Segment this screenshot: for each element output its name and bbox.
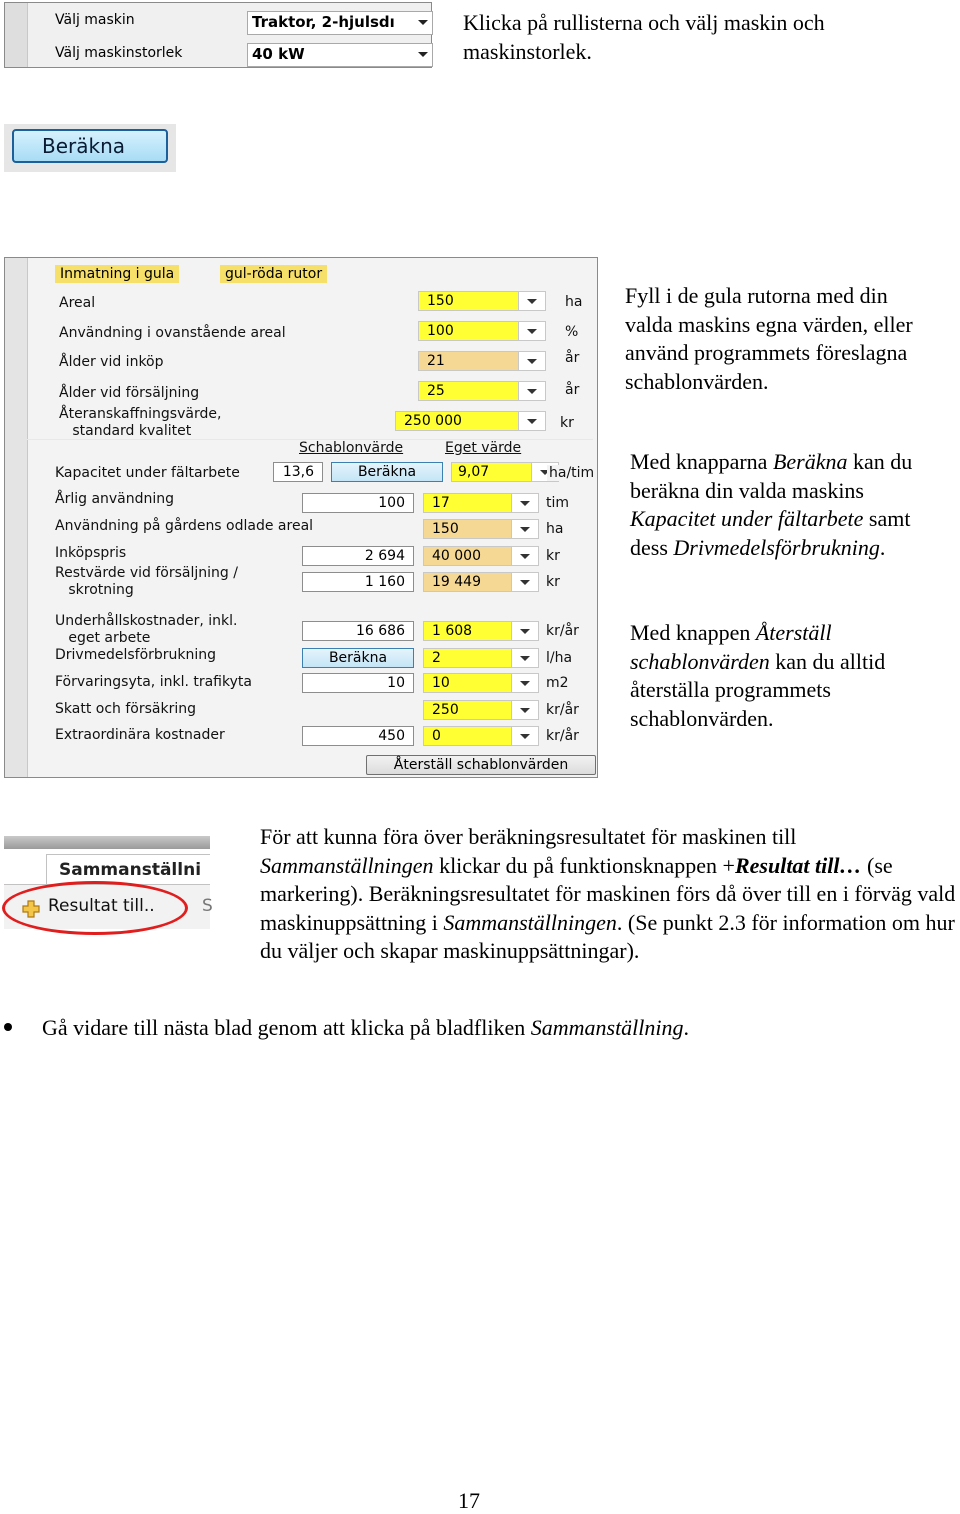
column-template-header: Schablonvärde — [299, 440, 404, 456]
text-span: (se markering). Beräkningsresultatet för maskinen förs då över till en i förväg vald maskinuppsättning i — [260, 852, 956, 935]
row-unit: kr/år — [546, 702, 579, 718]
calculate-button[interactable]: Beräkna — [12, 129, 168, 163]
replacement-value-field[interactable] — [395, 411, 546, 431]
text-span: kan du beräkna din valda maskins — [630, 449, 913, 503]
highlight-circle — [2, 881, 188, 935]
usage-area-value: 100 — [427, 323, 454, 339]
window-strip — [4, 836, 210, 849]
age-sale-value: 25 — [427, 383, 445, 399]
template-value-field: 10 — [302, 673, 414, 693]
age-purchase-value: 21 — [427, 353, 445, 369]
instruction-selectors: Klicka på rullisterna och välj maskin och maskinstorlek. — [463, 10, 825, 64]
unit-years: år — [565, 350, 580, 366]
column-own-header: Eget värde — [445, 440, 522, 456]
areal-value: 150 — [427, 293, 454, 309]
reset-templates-button[interactable]: Återställ schablonvärden — [366, 755, 596, 775]
machine-size-label: Välj maskinstorlek — [55, 45, 183, 61]
text-span: . — [879, 534, 886, 560]
bullet-dot — [4, 1023, 12, 1031]
capacity-template-field: 13,6 — [273, 462, 323, 482]
own-value: 17 — [432, 495, 450, 511]
chevron-down-icon[interactable] — [511, 494, 538, 512]
text-span: samt dess — [630, 506, 911, 560]
own-value-field[interactable] — [423, 493, 539, 513]
instruction-next-sheet — [42, 1014, 942, 1043]
chevron-down-icon[interactable] — [518, 292, 545, 310]
instruction-fill-yellow: Fyll i de gula rutorna med din valda maskins egna värden, eller använd programmets föreslagna schablonvärden. — [625, 283, 913, 394]
emphasis-capacity: Kapacitet under fältarbete — [630, 506, 864, 531]
own-value: 250 — [432, 702, 459, 718]
label-replacement-value: Återanskaffningsvärde, standard kvalitet — [59, 406, 222, 439]
label-age-sale: Ålder vid försäljning — [59, 385, 200, 401]
machine-selector-panel — [4, 2, 432, 68]
row-label: Inköpspris — [55, 545, 127, 561]
label-usage-area: Användning i ovanstående areal — [59, 325, 286, 341]
chevron-down-icon — [418, 20, 428, 25]
chevron-down-icon[interactable] — [511, 649, 538, 667]
emphasis-summary: Sammanställningen — [443, 909, 617, 935]
text-span: För att kunna föra över beräkningsresultatet för maskinen till — [260, 824, 797, 849]
own-value: 40 000 — [432, 548, 481, 564]
chevron-down-icon — [418, 52, 428, 57]
row-unit: tim — [546, 495, 570, 511]
next-button-edge: S — [202, 896, 213, 916]
row-unit: ha — [546, 521, 564, 537]
own-value-field[interactable] — [423, 546, 539, 566]
fuel-calculate-button[interactable]: Beräkna — [302, 648, 414, 668]
own-value-field[interactable] — [423, 621, 539, 641]
chevron-down-icon[interactable] — [511, 520, 538, 538]
emphasis-calculate: Beräkna — [772, 449, 848, 474]
template-value-field: 2 694 — [302, 546, 414, 566]
emphasis-summary: Sammanställningen — [260, 852, 434, 878]
own-value: 0 — [432, 728, 441, 744]
instruction-reset — [630, 619, 900, 733]
capacity-calculate-button[interactable]: Beräkna — [331, 462, 443, 482]
own-value-field[interactable] — [423, 726, 539, 746]
row-unit: kr/år — [546, 623, 579, 639]
chevron-down-icon[interactable] — [518, 322, 545, 340]
unit-ha-per-hour: ha/tim — [549, 465, 595, 481]
machine-size-value: 40 kW — [252, 45, 305, 63]
template-value-field: 1 160 — [302, 572, 414, 592]
row-label: Användning på gårdens odlade areal — [55, 518, 314, 534]
own-value: 2 — [432, 650, 441, 666]
row-unit: kr — [546, 548, 560, 564]
machine-size-select[interactable] — [247, 43, 433, 67]
row-label: Skatt och försäkring — [55, 701, 196, 717]
machine-select[interactable] — [247, 11, 433, 35]
chevron-down-icon[interactable] — [511, 547, 538, 565]
page-number: 17 — [458, 1488, 480, 1513]
form-left-bar — [5, 258, 28, 777]
capacity-own-value: 9,07 — [458, 464, 490, 480]
own-value-field[interactable] — [423, 700, 539, 720]
text-span: . — [683, 1015, 690, 1040]
areal-field[interactable] — [418, 291, 546, 311]
capacity-own-field[interactable] — [451, 462, 559, 482]
tab-summary[interactable]: Sammanställni — [46, 854, 210, 884]
text-span: klickar du på funktionsknappen + — [433, 852, 735, 878]
row-unit: m2 — [546, 675, 569, 691]
text-span: kan du alltid återställa programmets schablonvärden. — [630, 648, 886, 731]
template-value-field: 100 — [302, 493, 414, 513]
own-value-field[interactable] — [423, 519, 539, 539]
chevron-down-icon[interactable] — [518, 382, 545, 400]
header-red-tag: gul-röda rutor — [220, 265, 327, 283]
row-label: Drivmedelsförbrukning — [55, 647, 217, 663]
input-form-panel — [4, 257, 598, 778]
panel-left-bar — [5, 3, 28, 67]
row-label: Restvärde vid försäljning / skrotning — [55, 565, 238, 598]
row-unit: kr — [546, 574, 560, 590]
chevron-down-icon[interactable] — [518, 412, 545, 430]
label-areal: Areal — [59, 295, 96, 311]
replacement-value: 250 000 — [404, 413, 462, 429]
instruction-result — [260, 823, 960, 966]
text-span: . (Se punkt 2.3 för information om hur du väljer och skapar maskinuppsättningar). — [260, 909, 955, 963]
age-purchase-field[interactable] — [418, 351, 546, 371]
calculate-button-screenshot — [4, 124, 176, 172]
own-value: 10 — [432, 675, 450, 691]
machine-select-value: Traktor, 2-hjulsdı — [252, 13, 395, 31]
emphasis-reset: Återställ schablonvärden — [630, 620, 832, 674]
chevron-down-icon[interactable] — [511, 701, 538, 719]
row-label: Extraordinära kostnader — [55, 727, 225, 743]
emphasis-summary-sheet: Sammanställning — [530, 1015, 684, 1040]
chevron-down-icon[interactable] — [518, 352, 545, 370]
row-unit: l/ha — [546, 650, 573, 666]
chevron-down-icon[interactable] — [511, 622, 538, 640]
template-value-field: 450 — [302, 726, 414, 746]
row-label: Förvaringsyta, inkl. trafikyta — [55, 674, 252, 690]
text-span: Med knapparna — [630, 449, 773, 474]
text-span: Gå vidare till nästa blad genom att klicka på bladfliken — [42, 1015, 531, 1040]
chevron-down-icon[interactable] — [511, 674, 538, 692]
label-capacity: Kapacitet under fältarbete — [55, 465, 240, 481]
row-label: Årlig användning — [55, 491, 175, 507]
own-value-field[interactable] — [423, 673, 539, 693]
row-unit: kr/år — [546, 728, 579, 744]
row-label: Underhållskostnader, inkl. eget arbete — [55, 613, 238, 646]
label-age-purchase: Ålder vid inköp — [59, 354, 164, 370]
emphasis-result-to: Resultat till… — [734, 852, 862, 878]
own-value: 1 608 — [432, 623, 473, 639]
own-value: 150 — [432, 521, 459, 537]
header-yellow-tag: Inmatning i gula — [55, 265, 179, 283]
unit-kr: kr — [560, 415, 574, 431]
usage-area-field[interactable] — [418, 321, 546, 341]
unit-percent: % — [565, 324, 579, 340]
own-value-field[interactable] — [423, 648, 539, 668]
instruction-calculate — [630, 448, 930, 562]
emphasis-fuel: Drivmedelsförbrukning — [673, 534, 880, 560]
own-value: 19 449 — [432, 574, 481, 590]
machine-label: Välj maskin — [55, 12, 135, 28]
template-value-field: 16 686 — [302, 621, 414, 641]
text-span: Med knappen — [630, 620, 756, 645]
result-to-button[interactable]: Resultat till.. — [48, 896, 155, 916]
chevron-down-icon[interactable] — [511, 727, 538, 745]
unit-ha: ha — [565, 294, 583, 310]
own-value-field[interactable] — [423, 572, 539, 592]
age-sale-field[interactable] — [418, 381, 546, 401]
unit-years: år — [565, 382, 580, 398]
chevron-down-icon[interactable] — [511, 573, 538, 591]
